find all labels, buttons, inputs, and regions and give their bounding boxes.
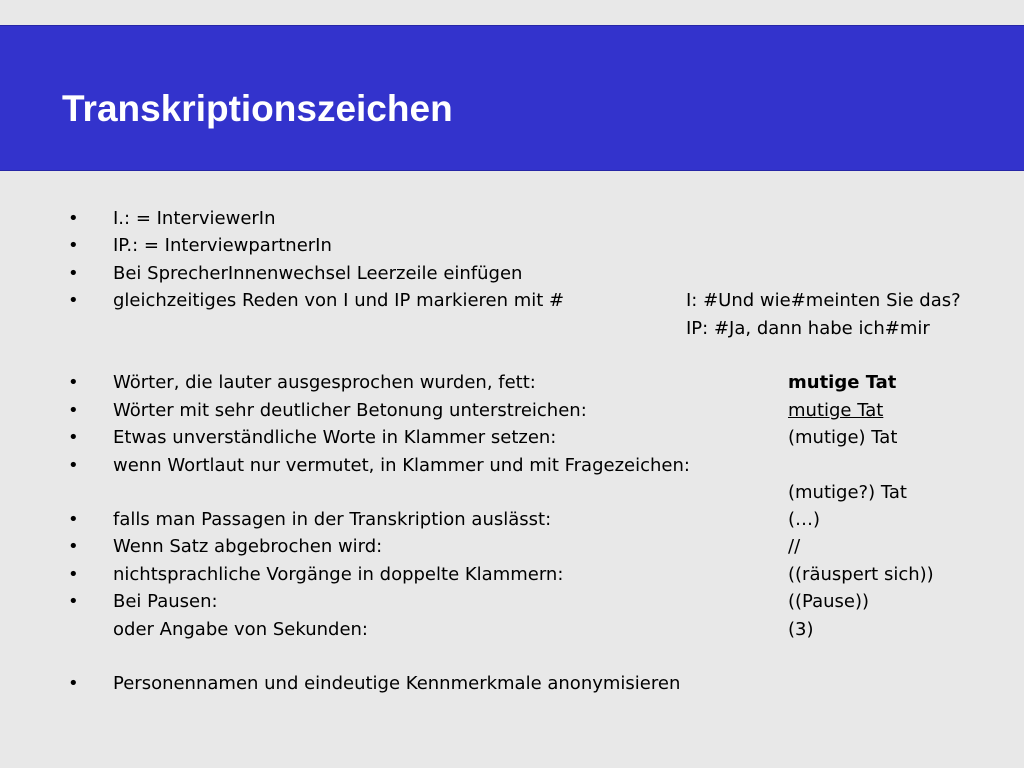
item-text: Etwas unverständliche Worte in Klammer setzen: — [113, 427, 557, 448]
item-text: Personennamen und eindeutige Kennmerkmale anonymisieren — [113, 673, 681, 694]
example-overlap-line1: I: #Und wie#meinten Sie das? — [686, 290, 961, 311]
example-bold: mutige Tat — [788, 372, 897, 393]
item-text: Wörter, die lauter ausgesprochen wurden, fett: — [113, 372, 536, 393]
list-item — [0, 397, 1024, 424]
example-overlap-line2: IP: #Ja, dann habe ich#mir — [686, 318, 930, 339]
example-nonverbal: ((räuspert sich)) — [788, 564, 934, 585]
item-text: nichtsprachliche Vorgänge in doppelte Klammern: — [113, 564, 564, 585]
bullet: • — [68, 400, 79, 421]
bullet: • — [68, 455, 79, 476]
list-item — [0, 533, 1024, 560]
item-text: Bei SprecherInnenwechsel Leerzeile einfügen — [113, 263, 523, 284]
slide-title: Transkriptionszeichen — [62, 88, 453, 129]
list-item — [0, 232, 1024, 259]
bullet: • — [68, 673, 79, 694]
bullet: • — [68, 536, 79, 557]
item-text: Wenn Satz abgebrochen wird: — [113, 536, 383, 557]
bullet: • — [68, 509, 79, 530]
example-pause: ((Pause)) — [788, 591, 870, 612]
list-item — [0, 369, 1024, 396]
list-item — [0, 260, 1024, 287]
list-item — [0, 561, 1024, 588]
item-text: Bei Pausen: — [113, 591, 218, 612]
item-text: falls man Passagen in der Transkription auslässt: — [113, 509, 552, 530]
bullet: • — [68, 564, 79, 585]
item-text: IP.: = InterviewpartnerIn — [113, 235, 332, 256]
list-item — [0, 424, 1024, 451]
item-text: I.: = InterviewerIn — [113, 208, 276, 229]
item-subtext: oder Angabe von Sekunden: — [113, 619, 368, 640]
bullet: • — [68, 591, 79, 612]
list-item — [0, 287, 1024, 314]
bullet: • — [68, 263, 79, 284]
example-break: // — [788, 536, 801, 557]
list-item — [0, 588, 1024, 615]
list-item — [0, 506, 1024, 533]
bullet: • — [68, 290, 79, 311]
bullet: • — [68, 427, 79, 448]
example-omission: (…) — [788, 509, 821, 530]
list-item — [0, 205, 1024, 232]
example-question: (mutige?) Tat — [788, 482, 907, 503]
example-underline: mutige Tat — [788, 400, 884, 421]
list-item-continuation — [0, 616, 1024, 643]
title-bar — [0, 25, 1024, 171]
item-text: gleichzeitiges Reden von I und IP markieren mit # — [113, 290, 565, 311]
bullet: • — [68, 208, 79, 229]
list-item — [0, 670, 1024, 697]
example-brackets: (mutige) Tat — [788, 427, 898, 448]
item-text: Wörter mit sehr deutlicher Betonung unterstreichen: — [113, 400, 587, 421]
list-item — [0, 452, 1024, 479]
item-text: wenn Wortlaut nur vermutet, in Klammer und mit Fragezeichen: — [113, 455, 690, 476]
bullet: • — [68, 372, 79, 393]
list-item-continuation — [0, 315, 1024, 342]
bullet: • — [68, 235, 79, 256]
list-item-continuation — [0, 479, 1024, 506]
example-seconds: (3) — [788, 619, 814, 640]
